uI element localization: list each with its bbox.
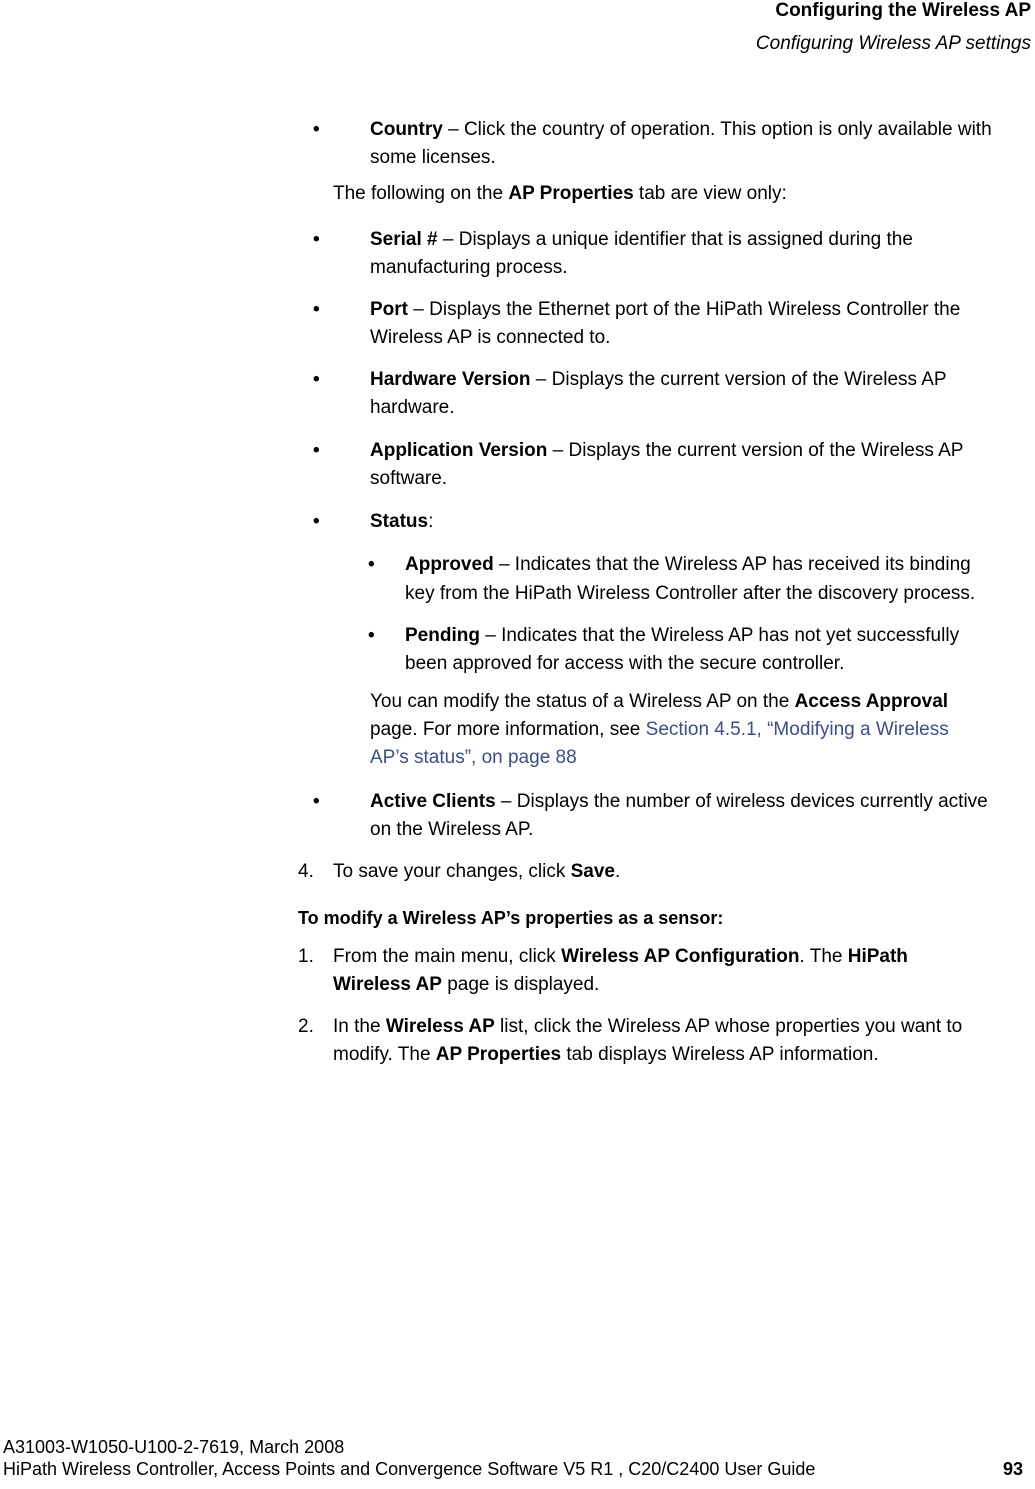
status-item [370, 508, 433, 536]
sensor-step1-after: page is displayed. [441, 974, 600, 995]
hardware-version-text: – Displays the current version of the Wireless AP [530, 369, 947, 390]
active-clients-text: – Displays the number of wireless devices currently active [495, 791, 988, 812]
hardware-version-item [370, 366, 947, 394]
step4-before: To save your changes, click [333, 861, 571, 882]
footer-doc-id: A31003-W1050-U100-2-7619, March 2008 [3, 1437, 345, 1457]
sensor-step1-line2 [333, 971, 599, 999]
port-item-cont: Wireless AP is connected to. [370, 327, 611, 348]
sensor-step1-line1 [333, 943, 908, 971]
sensor-step2-term2: AP Properties [435, 1044, 562, 1065]
application-version-item [370, 437, 963, 465]
sensor-step2-line2-before: modify. The [333, 1044, 436, 1065]
bullet-marker: • [313, 791, 320, 812]
sensor-step1-before: From the main menu, click [333, 946, 562, 967]
modify-note-line1 [370, 688, 948, 716]
pending-text: – Indicates that the Wireless AP has not yet successfully [479, 625, 960, 646]
status-term: Status [370, 511, 429, 532]
port-text: – Displays the Ethernet port of the HiPath Wireless Controller the [408, 299, 961, 320]
bullet-marker: • [313, 511, 320, 532]
modify-note-text-2: page. For more information, see [370, 719, 646, 740]
view-only-text-after: tab are view only: [633, 183, 787, 204]
application-version-term: Application Version [370, 440, 548, 461]
sensor-heading: To modify a Wireless AP’s properties as a sensor: [298, 908, 724, 928]
footer-guide-title: HiPath Wireless Controller, Access Points and Convergence Software V5 R1 , C20/C2400 User Guide [3, 1459, 816, 1479]
view-only-term: AP Properties [508, 183, 634, 204]
country-term: Country [370, 119, 443, 140]
sensor-step1-term1: Wireless AP Configuration [561, 946, 800, 967]
bullet-marker: • [313, 440, 320, 461]
step4-term: Save [570, 861, 615, 882]
page-number: 93 [1002, 1459, 1023, 1479]
application-version-item-cont: software. [370, 468, 448, 489]
serial-item-cont: manufacturing process. [370, 257, 568, 278]
bullet-marker: • [313, 369, 320, 390]
sensor-step2-line1 [333, 1013, 962, 1041]
bullet-marker: • [313, 229, 320, 250]
active-clients-item-cont: on the Wireless AP. [370, 819, 534, 840]
step-number: 4. [298, 861, 314, 882]
step4-after: . [615, 861, 621, 882]
bullet-marker: • [368, 554, 375, 575]
country-item [370, 116, 992, 144]
sensor-step2-term1: Wireless AP [385, 1016, 495, 1037]
hardware-version-term: Hardware Version [370, 369, 531, 390]
sensor-step2-before: In the [333, 1016, 386, 1037]
step-number: 2. [298, 1016, 314, 1037]
hardware-version-item-cont: hardware. [370, 397, 455, 418]
modify-note-text: You can modify the status of a Wireless AP on the [370, 691, 795, 712]
chapter-title: Configuring the Wireless AP [775, 0, 1031, 21]
serial-item [370, 226, 913, 254]
approved-item-cont: key from the HiPath Wireless Controller after the discovery process. [405, 583, 976, 604]
approved-item [405, 551, 971, 579]
approved-term: Approved [405, 554, 494, 575]
port-term: Port [370, 299, 408, 320]
sensor-step1-term3: Wireless AP [333, 974, 442, 995]
modify-note-line2 [370, 716, 949, 744]
sensor-step2-after: tab displays Wireless AP information. [561, 1044, 879, 1065]
modify-note-term: Access Approval [794, 691, 949, 712]
active-clients-item [370, 788, 988, 816]
sensor-step1-mid: . The [799, 946, 848, 967]
sensor-step2-line2 [333, 1041, 879, 1069]
port-item [370, 296, 960, 324]
bullet-marker: • [313, 119, 320, 140]
modify-note-line3 [370, 744, 577, 772]
step-number: 1. [298, 946, 314, 967]
sensor-step2-mid: list, click the Wireless AP whose properties you want to [494, 1016, 963, 1037]
view-only-text: The following on the [333, 183, 509, 204]
application-version-text: – Displays the current version of the Wireless AP [547, 440, 964, 461]
section-link[interactable]: Section 4.5.1, “Modifying a Wireless [645, 719, 949, 740]
active-clients-term: Active Clients [370, 791, 496, 812]
bullet-marker: • [313, 299, 320, 320]
status-suffix: : [428, 511, 434, 532]
bullet-marker: • [368, 625, 375, 646]
country-text: – Click the country of operation. This option is only available with [442, 119, 992, 140]
approved-text: – Indicates that the Wireless AP has received its binding [493, 554, 971, 575]
section-link-cont[interactable]: AP’s status”, on page 88 [370, 747, 577, 768]
pending-term: Pending [405, 625, 480, 646]
pending-item-cont: been approved for access with the secure controller. [405, 653, 845, 674]
pending-item [405, 622, 959, 650]
section-title: Configuring Wireless AP settings [755, 33, 1031, 54]
sensor-step1-term2: HiPath [847, 946, 908, 967]
serial-term: Serial # [370, 229, 438, 250]
step4-text [333, 858, 620, 886]
country-item-cont: some licenses. [370, 147, 496, 168]
view-only-paragraph [333, 180, 787, 208]
serial-text: – Displays a unique identifier that is assigned during the [437, 229, 913, 250]
